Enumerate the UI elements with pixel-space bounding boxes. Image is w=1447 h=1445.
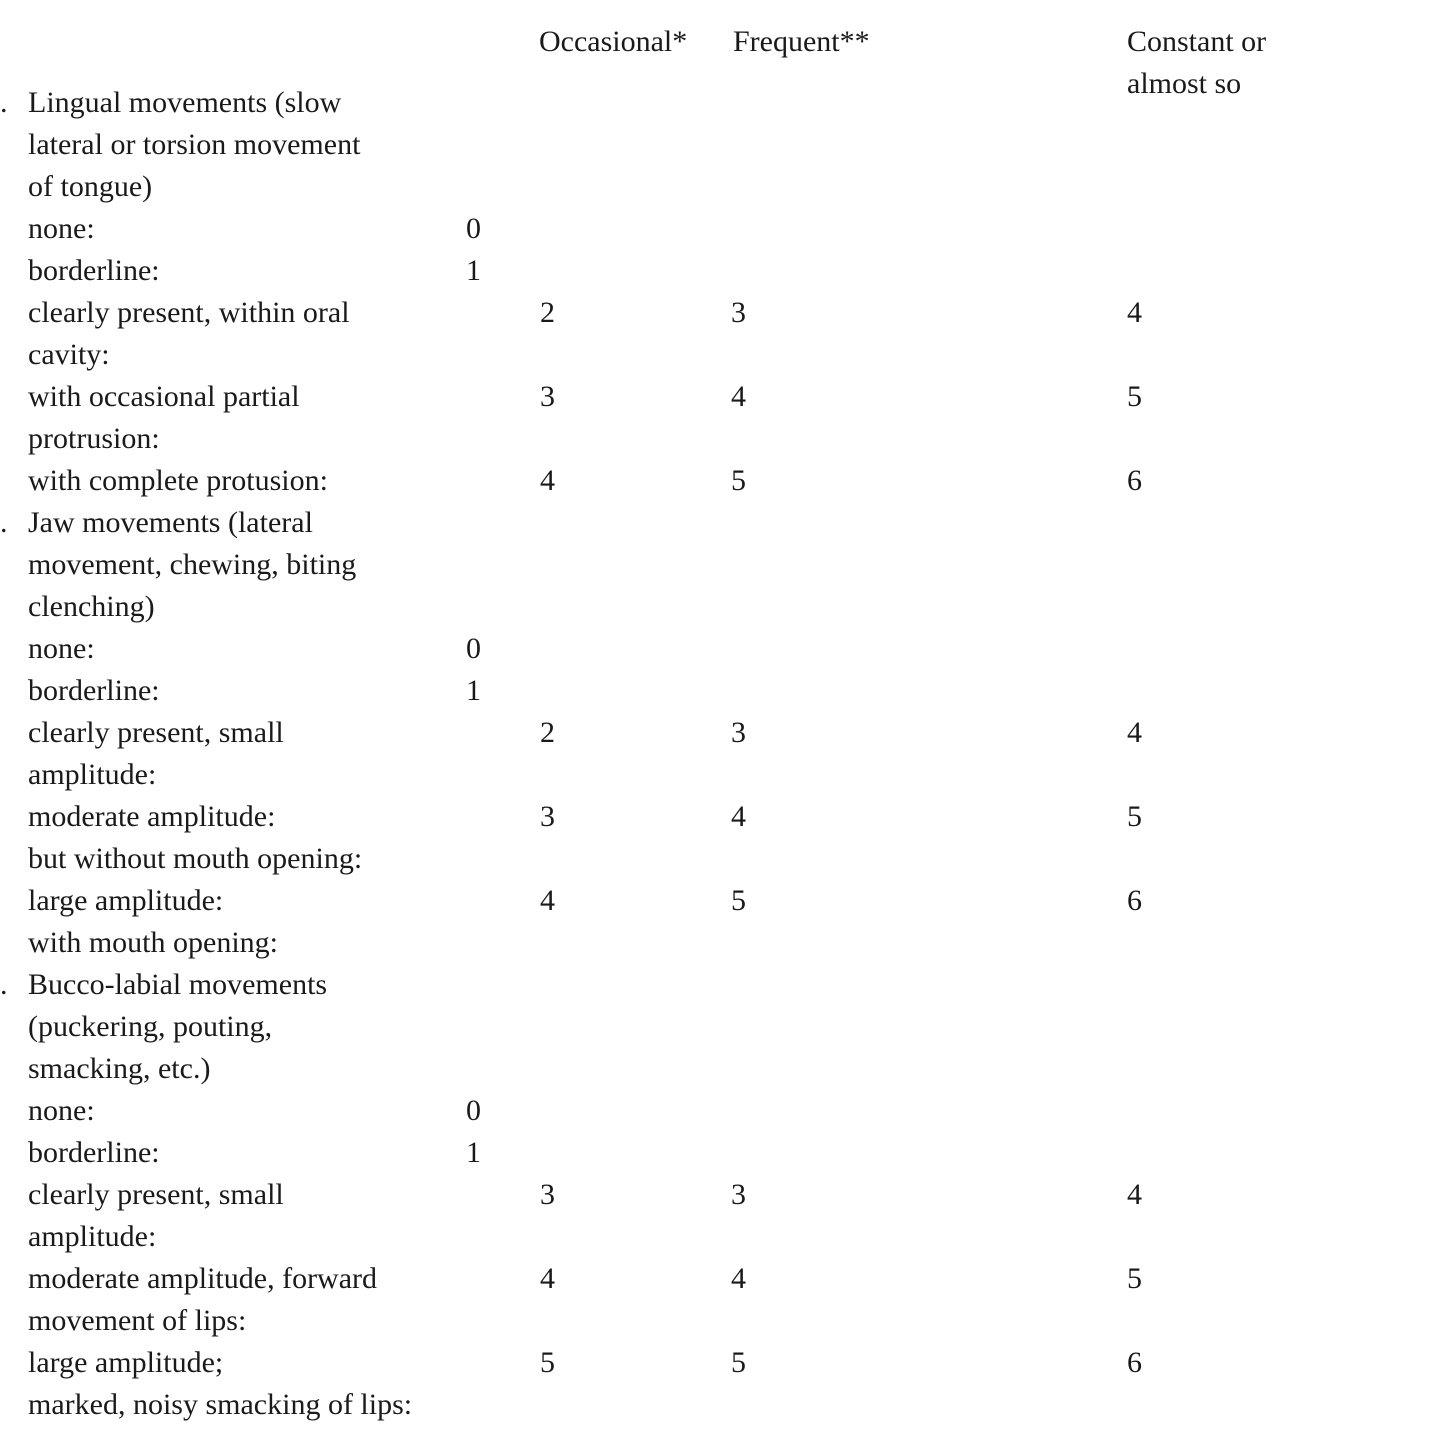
- score-base: 1: [466, 254, 481, 287]
- item-label-cont: protrusion:: [28, 422, 160, 455]
- item-label: none:: [28, 632, 95, 665]
- score-constant: 4: [1127, 296, 1142, 329]
- section-title-cont: of tongue): [28, 170, 153, 203]
- score-constant: 5: [1127, 800, 1142, 833]
- item-label: with occasional partial: [28, 380, 300, 413]
- score-occasional: 4: [540, 464, 555, 497]
- item-label: moderate amplitude:: [28, 800, 276, 833]
- score-occasional: 2: [540, 296, 555, 329]
- section-title: Bucco-labial movements: [28, 968, 328, 1001]
- column-header-occasional: Occasional*: [539, 25, 688, 58]
- score-occasional: 3: [540, 800, 555, 833]
- item-label: moderate amplitude, forward: [28, 1262, 378, 1295]
- item-label: with complete protusion:: [28, 464, 328, 497]
- score-constant: 5: [1127, 380, 1142, 413]
- score-constant: 4: [1127, 1178, 1142, 1211]
- score-occasional: 2: [540, 716, 555, 749]
- score-frequent: 4: [731, 1262, 746, 1295]
- item-label: clearly present, within oral: [28, 296, 350, 329]
- score-base: 0: [466, 632, 481, 665]
- score-frequent: 4: [731, 380, 746, 413]
- score-frequent: 5: [731, 884, 746, 917]
- column-header-frequent: Frequent**: [733, 25, 870, 58]
- section-title-cont: smacking, etc.): [28, 1052, 211, 1085]
- column-header-constant-line1: Constant or: [1127, 25, 1267, 58]
- score-occasional: 4: [540, 1262, 555, 1295]
- item-label: clearly present, small: [28, 716, 284, 749]
- score-constant: 4: [1127, 716, 1142, 749]
- item-label: none:: [28, 212, 95, 245]
- score-frequent: 3: [731, 296, 746, 329]
- score-constant: 6: [1127, 884, 1142, 917]
- score-base: 0: [466, 212, 481, 245]
- item-label: borderline:: [28, 1136, 160, 1169]
- score-constant: 6: [1127, 1346, 1142, 1379]
- score-frequent: 5: [731, 1346, 746, 1379]
- score-frequent: 5: [731, 464, 746, 497]
- item-label-cont: but without mouth opening:: [28, 842, 363, 875]
- item-label: borderline:: [28, 254, 160, 287]
- section-title-cont: movement, chewing, biting: [28, 548, 357, 581]
- column-header-constant-line2: almost so: [1127, 67, 1242, 100]
- column-header-constant: [1127, 21, 1357, 105]
- section-title-cont: lateral or torsion movement: [28, 128, 361, 161]
- section-title-cont: (puckering, pouting,: [28, 1010, 273, 1043]
- item-label-cont: amplitude:: [28, 758, 157, 791]
- section-marker: .: [0, 968, 8, 1001]
- score-frequent: 3: [731, 716, 746, 749]
- item-label: none:: [28, 1094, 95, 1127]
- item-label-cont: with mouth opening:: [28, 926, 278, 959]
- item-label: clearly present, small: [28, 1178, 284, 1211]
- item-label-cont: marked, noisy smacking of lips:: [28, 1388, 413, 1421]
- item-label: borderline:: [28, 674, 160, 707]
- section-title: Lingual movements (slow: [28, 86, 342, 119]
- score-base: 1: [466, 1136, 481, 1169]
- item-label-cont: cavity:: [28, 338, 110, 371]
- score-constant: 5: [1127, 1262, 1142, 1295]
- item-label-cont: amplitude:: [28, 1220, 157, 1253]
- score-occasional: 3: [540, 1178, 555, 1211]
- section-marker: .: [0, 506, 8, 539]
- section-title: Jaw movements (lateral: [28, 506, 313, 539]
- item-label: large amplitude:: [28, 884, 224, 917]
- score-frequent: 3: [731, 1178, 746, 1211]
- item-label: large amplitude;: [28, 1346, 224, 1379]
- score-occasional: 5: [540, 1346, 555, 1379]
- score-base: 0: [466, 1094, 481, 1127]
- score-occasional: 3: [540, 380, 555, 413]
- score-occasional: 4: [540, 884, 555, 917]
- score-frequent: 4: [731, 800, 746, 833]
- section-title-cont: clenching): [28, 590, 155, 623]
- score-constant: 6: [1127, 464, 1142, 497]
- section-marker: .: [0, 86, 8, 119]
- score-base: 1: [466, 674, 481, 707]
- item-label-cont: movement of lips:: [28, 1304, 247, 1337]
